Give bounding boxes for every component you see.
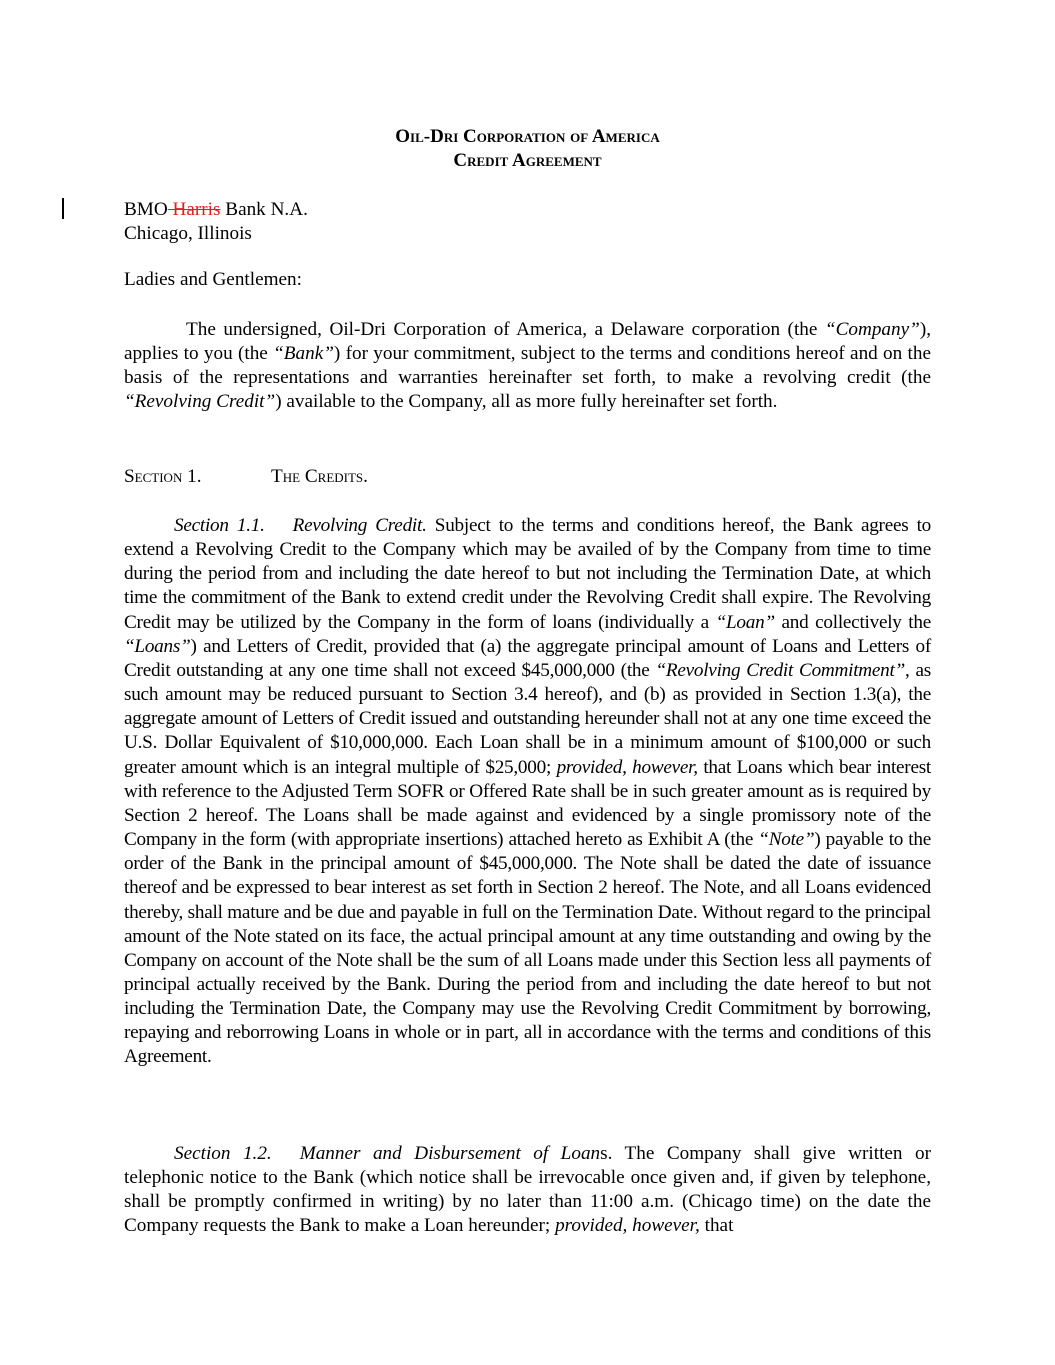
text-run: Subject to the terms and conditions hereof, the Bank agrees to extend a Revolving Credit to the Company which may be availed of by the Company from time to time during the period from and including the date hereof to but not including the Termination Date, at which time the commitment of the Bank to extend credit under the Revolving Credit shall expire. The Revolving Credit may be utilized by the Company in the form of loans (individually a xyxy=(124,515,932,633)
defined-term-note: “Note” xyxy=(758,829,815,851)
text-run: ) available to the Company, all as more fully hereinafter set forth. xyxy=(275,391,778,413)
intro-paragraph xyxy=(124,318,931,415)
document-title-company: Oil-Dri Corporation of America xyxy=(395,126,660,147)
text-run: ), applies to you (the xyxy=(124,319,931,365)
text-run: The undersigned, Oil-Dri Corporation of America, a Delaware corporation (the xyxy=(186,319,825,340)
text-run: ) payable to the order of the Bank in the principal amount of $45,000,000. The Note shall be dated the date of issuance thereof and be expressed to bear interest as set forth in Section 2 hereof. The Note, and all Loans evidenced thereby, shall mature and be due and payable in full on the Termination Date. Without regard to the principal amount of the Note stated on its face, the actual principal amount at any time outstanding and owing by the Company on account of the Note shall be the sum of all Loans made under this Section less all payments of principal actually received by the Bank. During the period from and including the date hereof to but not including the Termination Date, the Company may use the Revolving Credit Commitment by borrowing, repaying and reborrowing Loans in whole or in part, all in accordance with the terms and conditions of this Agreement. xyxy=(124,829,931,1068)
section-1-2-paragraph xyxy=(124,1142,931,1239)
addressee-bank xyxy=(124,198,308,222)
tracked-deletion: Harris xyxy=(167,199,221,220)
text-run: that Loans which bear interest with reference to the Adjusted Term SOFR or Offered Rate shall be in such greater amount as is required by Section 2 hereof. The Loans shall be made against and evidenced by a single promissory note of the Company in the form (with appropriate insertions) attached hereto as Exhibit A (the xyxy=(124,756,932,851)
salutation: Ladies and Gentlemen: xyxy=(124,269,302,290)
text-run: and collectively the xyxy=(774,611,931,633)
revision-change-bar xyxy=(62,198,64,219)
proviso-text: provided, however, xyxy=(556,756,698,778)
section-1-2-heading: Manner and Disbursement of Loan xyxy=(299,1143,601,1164)
section-1-number: Section 1. xyxy=(124,466,202,487)
defined-term-revolving-credit: “Revolving Credit” xyxy=(124,391,276,413)
proviso-text: provided, however, xyxy=(555,1215,700,1237)
document-title-agreement: Credit Agreement xyxy=(453,150,602,171)
addressee-city: Chicago, Illinois xyxy=(124,223,252,244)
defined-term-loan: “Loan” xyxy=(715,611,775,633)
text-run: ) and Letters of Credit, provided that (a) the aggregate principal amount of Loans and Letters of Credit outstanding at any one time shall not exceed $45,000,000 (the xyxy=(124,635,931,681)
text-run: ) for your commitment, subject to the terms and conditions hereof and on the basis of the representations and warranties hereinafter set forth, to make a revolving credit (the xyxy=(124,343,932,389)
defined-term-revolving-credit-commitment: “Revolving Credit Commitment” xyxy=(655,659,906,681)
defined-term-loans: “Loans” xyxy=(124,635,191,657)
section-1-1-number: Section 1.1. xyxy=(174,515,265,536)
section-1-heading xyxy=(124,466,368,488)
defined-term-company: “Company” xyxy=(824,319,920,340)
section-1-2-number: Section 1.2. xyxy=(174,1143,272,1164)
section-1-1-heading: Revolving Credit. xyxy=(292,515,427,536)
addressee-bank-suffix: Bank N.A. xyxy=(220,199,308,220)
addressee-bank-prefix: BMO xyxy=(124,199,168,220)
text-run: The Company shall give written or telephonic notice to the Bank (which notice shall be irrevocable once given and, if given by telephone, shall be promptly confirmed in writing) by no later than 11:00 a.m. (Chicago time) on the date the Company requests the Bank to make a Loan hereunder; xyxy=(124,1143,931,1237)
section-1-2-heading-tail: s. xyxy=(600,1143,613,1164)
defined-term-bank: “Bank” xyxy=(273,343,334,365)
text-run: , as such amount may be reduced pursuant to Section 3.4 hereof), and (b) as provided in Section 1.3(a), the aggregate amount of Letters of Credit issued and outstanding hereunder shall not at any one time exceed the U.S. Dollar Equivalent of $10,000,000. Each Loan shall be in a minimum amount of $100,000 or such greater amount which is an integral multiple of $25,000; xyxy=(124,659,931,778)
section-1-title: The Credits. xyxy=(271,466,368,487)
section-1-1-paragraph xyxy=(124,514,931,1070)
text-run: that xyxy=(699,1215,734,1237)
